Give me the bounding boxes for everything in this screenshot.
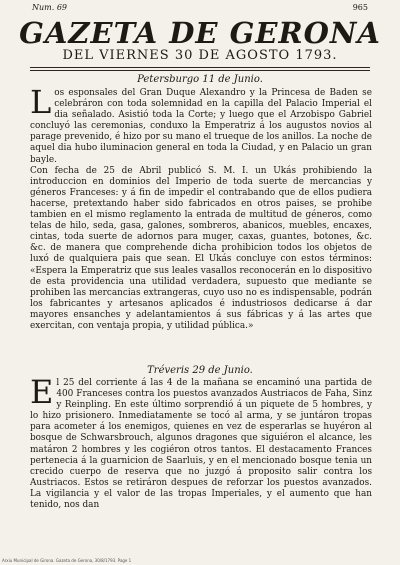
article-treveris xyxy=(30,373,372,511)
issue-date: DEL VIERNES 30 DE AGOSTO 1793. xyxy=(62,48,338,63)
article-petersburgo xyxy=(30,83,372,332)
issue-number: Num. 69 xyxy=(32,3,68,12)
masthead-title: GAZETA DE GERONA xyxy=(19,16,381,50)
header-row xyxy=(32,3,368,15)
masthead-rule-top xyxy=(30,67,370,68)
article-dateline: Tréveris 29 de Junio. xyxy=(147,365,253,376)
article-paragraph: Con fecha de 25 de Abril publicó S. M. I. un Ukás prohibiendo la introduccion en dominios del Imperio de toda suerte de mercancias y géneros Franceses: y á fin de impedir el contrabando que de ellos pudiera hacerse, pretextando haber sido fabricados en otros paises, se prohibe tambien en el mismo reglamento la entrada de multitud de géneros, como telas de hilo, seda, gasa, galones, sombreros, abanicos, muebles, encaxes, cintas, toda suerte de adornos para muger, caxas, guantes, botones, &c. &c. de manera que comprehende dicha prohibicion todos los objetos de luxó de qualquiera pais que sean. El Ukás concluye con estos términos: «Espera la Emperatriz que sus leales vasallos reconocerán en lo dispositivo de esta providencia una utilidad verdadera, supuesto que mediante se prohiben las mercancias extrangeras, cuyo uso no es indispensable, podrán los fabricantes y artesanos aplicados é industriosos dedicarse á dar mayores ensanches y adelantamientos á sus fábricas y á las artes que exercitan, con ventaja propia, y utilidad pública.» xyxy=(30,165,372,331)
archive-footer: Arxiu Municipal de Girona. Gazeta de Gerona, 30/8/1793. Page 1 xyxy=(2,558,132,563)
masthead-rule-bottom xyxy=(30,70,370,71)
article-dateline: Petersburgo 11 de Junio. xyxy=(137,74,263,85)
article-paragraph: El 25 del corriente á las 4 de la mañana se encaminó una partida de 400 Franceses contra los puestos avanzados Austriacos de Faha, Sinz y Reinpling. En este último sorprendió á un piquete de 5 hombres, y lo hizo prisionero. Inmediatamente se tocó al arma, y se juntáron tropas para acometer á los enemigos, quienes en vez de esperarlas se huyéron al bosque de Schwarsbrouch, algunos dragones que siguiéron el alcance, les matáron 2 hombres y les cogiéron otros tantos. El destacamento Frances pertenecia á la guarnicion de Saarluis, y en el mencionado bosque tenia un crecido cuerpo de reserva que no juzgó á proposito salir contra los Austriacos. Estos se retiráron despues de reforzar los puestos avanzados. La vigilancia y el valor de las tropas Imperiales, y el aumento que han tenido, nos dan xyxy=(30,373,372,511)
article-paragraph: Los esponsales del Gran Duque Alexandro y la Princesa de Baden se celebráron con toda solemnidad en la capilla del Palacio Imperial el dia señalado. Asistió toda la Corte; y luego que el Arzobispo Gabriel concluyó las ceremonias, conduxo la Emperatriz á los augustos novios al parage prevenido, é hizo por su mano el trueque de los anillos. La noche de aquel dia hubo iluminacion general en toda la Ciudad, y en Palacio un gran bayle. xyxy=(30,83,372,165)
page-number: 965 xyxy=(352,3,368,12)
